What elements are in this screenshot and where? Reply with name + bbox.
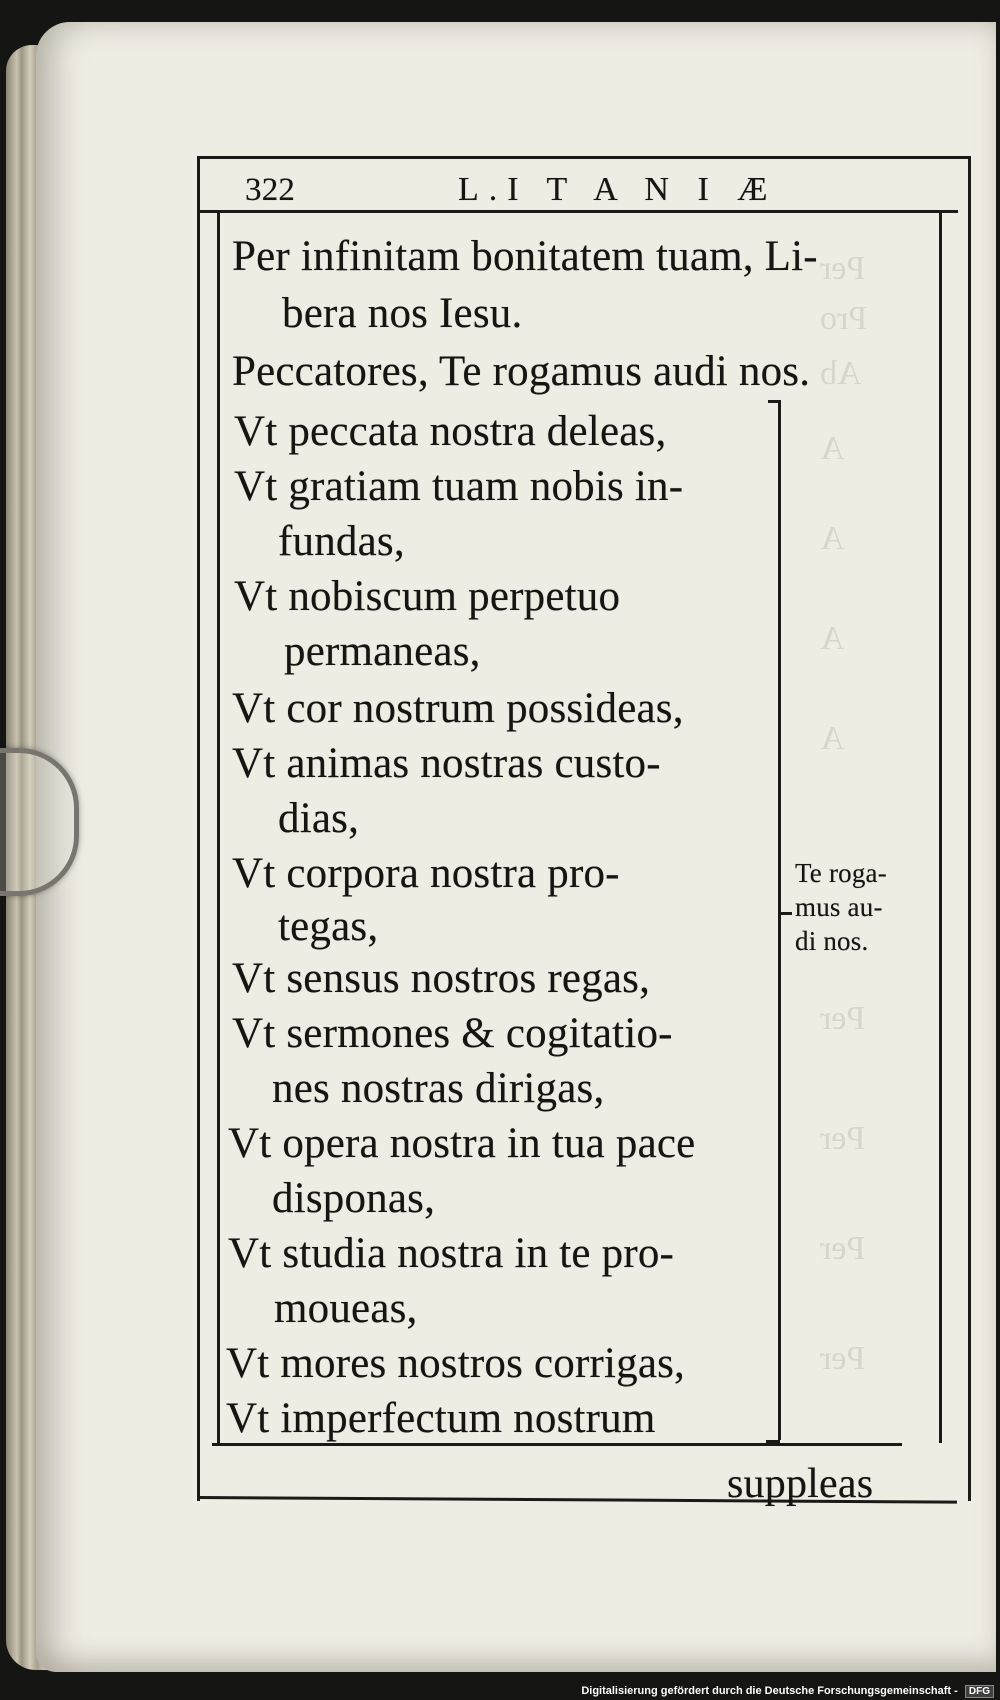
bleed-through-line: Per <box>820 1340 866 1377</box>
bleed-through-line: Per <box>820 1120 866 1157</box>
litany-line: Vt imperfectum nostrum <box>226 1395 656 1442</box>
litany-line: Vt nobiscum perpetuo <box>234 573 621 620</box>
digitization-credit <box>581 1685 994 1698</box>
litany-line: Vt studia nostra in te pro- <box>228 1230 675 1277</box>
page-number: 322 <box>245 172 296 208</box>
litany-line-continuation: tegas, <box>278 903 379 950</box>
bleed-through-line: A <box>820 520 845 557</box>
credit-text: Digitalisierung gefördert durch die Deutsche Forschungsgemeinschaft - <box>581 1685 958 1697</box>
inner-left-border <box>217 213 220 1443</box>
inner-bottom-border <box>212 1443 902 1446</box>
bleed-through-line: Pro <box>820 300 868 337</box>
response-text-line: mus au- <box>795 892 883 922</box>
litany-line: Vt opera nostra in tua pace <box>228 1120 696 1167</box>
litany-brace <box>778 400 781 1440</box>
litany-line-continuation: nes nostras dirigas, <box>272 1065 605 1112</box>
litany-line: Vt gratiam tuam nobis in- <box>234 463 684 510</box>
response-text-line: Te roga- <box>795 858 887 888</box>
catchword: suppleas <box>727 1461 874 1507</box>
litany-line-continuation: permaneas, <box>284 628 481 675</box>
litany-line: Vt peccata nostra deleas, <box>234 408 667 455</box>
litany-line: Vt cor nostrum possideas, <box>232 685 684 732</box>
litany-line: Per infinitam bonitatem tuam, Li- <box>232 233 818 280</box>
bleed-through-line: Per <box>820 250 866 287</box>
response-text-line: di nos. <box>795 926 869 956</box>
litany-line: Vt animas nostras custo- <box>232 740 661 787</box>
litany-line-continuation: moueas, <box>274 1285 418 1332</box>
litany-brace-top <box>768 400 780 403</box>
dfg-logo: DFG <box>965 1685 994 1698</box>
litany-line: Vt mores nostros corrigas, <box>226 1340 686 1387</box>
bleed-through-line: A <box>820 720 845 757</box>
bleed-through-line: A <box>820 620 845 657</box>
inner-right-border <box>939 213 942 1443</box>
running-title: L.I T A N I Æ <box>458 171 778 208</box>
litany-line: Vt corpora nostra pro- <box>232 850 620 897</box>
litany-line: Vt sermones & cogitatio- <box>232 1010 673 1057</box>
bleed-through-line: Ab <box>820 355 862 392</box>
litany-brace-bottom <box>766 1440 780 1443</box>
bleed-through-line: A <box>820 430 845 467</box>
litany-line: Peccatores, Te rogamus audi nos. <box>232 348 811 395</box>
bleed-through-line: Per <box>820 1230 866 1267</box>
litany-line-continuation: bera nos Iesu. <box>282 290 523 337</box>
header-rule <box>200 210 958 213</box>
litany-line-continuation: disponas, <box>272 1175 436 1222</box>
litany-brace-middle <box>780 912 792 915</box>
litany-line-continuation: dias, <box>278 795 360 842</box>
litany-line: Vt sensus nostros regas, <box>232 955 651 1002</box>
bleed-through-line: Per <box>820 1000 866 1037</box>
litany-line-continuation: fundas, <box>278 518 405 565</box>
